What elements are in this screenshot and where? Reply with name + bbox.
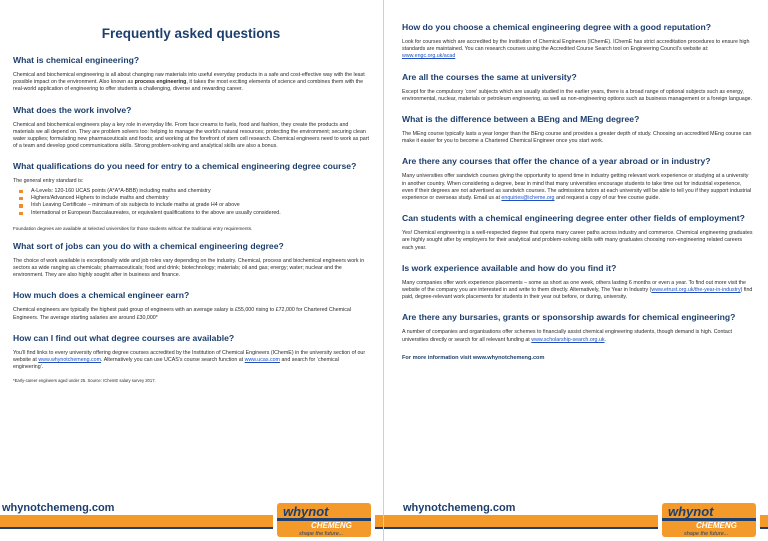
left-content (13, 0, 369, 384)
faq-heading-what-is: What is chemical engineering? (13, 55, 140, 65)
right-page (384, 0, 768, 541)
logo-text-whynot: whynot (668, 504, 714, 519)
list-item: A-Levels: 120-160 UCAS points (A*A*A-BBB) including maths and chemistry (31, 188, 369, 195)
logo-tagline: shape the future... (684, 531, 729, 537)
right-content (402, 22, 754, 361)
faq-heading-earn: How much does a chemical engineer earn? (13, 290, 190, 301)
text-run: Look for courses which are accredited by the Institution of Chemical Engineers (IChemE). IChemE has strict accreditation procedures to ensure high standards are maintained. You can research courses using the Accredited Course Search tool on Engineering Council’s website at: (402, 39, 750, 53)
faq-answer-courses-same: Except for the compulsory ‘core’ subjects which are usually studied in the earlier years, there is a broad range of optional subjects such as energy, environmental, nuclear, materials or petroleum engineering, as well as non-engineering options such as business management or a foreign language. (402, 88, 753, 102)
emphasis-process-engineering: process engineering (134, 79, 187, 86)
logo-tagline: shape the future... (299, 531, 344, 537)
text-run: and request a copy of our free course guide. (554, 195, 660, 202)
enquiries-email-link[interactable]: enquiries@icheme.org (501, 195, 555, 202)
logo-text-chemeng: CHEMENG (311, 521, 352, 530)
text-run: You’ll find links to every university offering degree courses accredited by the Institution of Chemical Engineers (IChemE) in the university section of our website at (13, 349, 366, 364)
faq-heading-jobs: What sort of jobs can you do with a chemical engineering degree? (13, 240, 284, 251)
faq-heading-work-involve: What does the work involve? (13, 104, 132, 115)
whynotchemeng-link[interactable]: www.whynotchemeng.com (38, 357, 102, 364)
faq-heading-year-abroad: Are there any courses that offer the chance of a year abroad or in industry? (402, 156, 711, 167)
faq-answer-what-is (13, 72, 369, 94)
faq-answer-year-abroad (402, 173, 754, 202)
text-run: , it takes the most exciting elements of science and combines them with the real-world application of engineering to offer students a challenging, diverse and rewarding career. (13, 79, 364, 93)
faq-heading-work-experience: Is work experience available and how do you find it? (402, 262, 617, 273)
faq-answer-work-experience (402, 280, 754, 302)
year-in-industry-link[interactable]: www.etrust.org.uk/the-year-in-industry (651, 287, 741, 294)
ucas-link[interactable]: www.ucas.com (244, 357, 280, 364)
text-run: Chemical and biochemical engineering is all about changing raw materials into useful everyday products in a safe and cost-effective way with the least possible impact on the environment. Also known as (13, 72, 365, 86)
foundation-note: Foundation degrees are available at selected universities for those students without the traditional entry requirements. (13, 225, 253, 231)
qualifications-list (31, 188, 369, 217)
faq-answer-reputation (402, 39, 754, 61)
salary-footnote: *Early-career engineers aged under 25. Source: IChemE salary survey 2017. (13, 378, 156, 384)
left-footer (0, 493, 383, 541)
whynotchemeng-logo (658, 497, 760, 541)
faq-heading-other-fields: Can students with a chemical engineering degree enter other fields of employment? (402, 213, 745, 224)
whynotchemeng-logo (273, 497, 375, 541)
faq-heading-qualifications: What qualifications do you need for entry to a chemical engineering degree course? (13, 161, 357, 172)
faq-answer-earn: Chemical engineers are typically the highest paid group of engineers with an average salary is £55,000 rising to £72,000 for Chartered Chemical Engineers. The average starting salaries are around £30,000* (13, 307, 352, 321)
logo-text-chemeng: CHEMENG (696, 521, 737, 530)
faq-heading-bursaries: Are there any bursaries, grants or sponsorship awards for chemical engineering? (402, 312, 736, 323)
right-footer (384, 493, 768, 541)
page-title: Frequently asked questions (101, 26, 281, 41)
more-info-link[interactable]: For more information visit www.whynotchemeng.com (402, 354, 545, 361)
list-item: Irish Leaving Certificate – minimum of six subjects to include maths at grade H4 or above (31, 202, 369, 209)
faq-answer-courses (13, 350, 369, 372)
list-item: International or European Baccalaureates, or equivalent qualifications to the above are usually considered. (31, 210, 369, 217)
faq-heading-courses-same: Are all the courses the same at university? (402, 71, 577, 82)
faq-answer-jobs: The choice of work available is exceptionally wide and job roles vary depending on the industry. Chemical, process and biochemical engineers work in sectors as wide ranging as chemicals; pharmaceuticals; food and drink; biotechnology; materials; oil and gas; energy; water; nuclear and the environment. They are also highly sought after in business and finance. (13, 257, 365, 279)
faq-answer-beng-meng: The MEng course typically lasts a year longer than the BEng course and provides a greater depth of study. Choosing an accredited MEng course can make it easier for you to become a Chartered Chemical Engineer once you start work. (402, 131, 752, 145)
text-run: and search for ‘chemical engineering’. (13, 357, 339, 371)
footer-url: whynotchemeng.com (2, 502, 115, 514)
faq-heading-beng-meng: What is the difference between a BEng and MEng degree? (402, 114, 640, 125)
engc-link[interactable]: www.engc.org.uk/acad (402, 53, 456, 60)
text-run: . (604, 336, 607, 343)
text-run: Many universities offer sandwich courses giving the opportunity to spend time in industry getting relevant work experience or studying at a university in another country. When considering a degree, bear in mind that many universities encourage students to take time out for industrial experience, even if their degrees are not advertised as sandwich courses. The admissions tutors at each university will be able to tell you if they support industrial experience or overseas study. Email us at (402, 173, 752, 202)
qualifications-intro: The general entry standard is: (13, 178, 84, 185)
faq-heading-reputation: How do you choose a chemical engineering degree with a good reputation? (402, 22, 711, 32)
footer-url: whynotchemeng.com (403, 502, 516, 514)
text-run: . Alternatively you can use UCAS’s course search function at (101, 357, 245, 364)
scholarship-search-link[interactable]: www.scholarship-search.org.uk (531, 336, 605, 343)
faq-answer-work-involve: Chemical and biochemical engineers play a key role in everyday life. From face creams to fuels, food and fashion, they create the products and materials we all depend on. They are problem solvers too: helping to manage the world’s natural resources; protecting the environment; securing clean water supplies; formulating new pharmaceuticals and foods; and working at the forefront of stem cell research. Chemical engineers need to work as part of a team and develop good communications skills. Strong problem-solving and analytical skills are also a bonus. (13, 121, 369, 150)
text-run: A number of companies and organisations offer schemes to financially assist chemical engineering students, though demand is high. Contact universities directly or search for all relevant funding at (402, 329, 732, 343)
faq-heading-courses: How can I find out what degree courses are available? (13, 332, 235, 343)
logo-text-whynot: whynot (283, 504, 329, 519)
text-run: Many companies offer work experience placements – some as short as one week, others lasting 6 months or even a year. To find out more visit the website of the company you are interested in and write to them directly. Alternatively, The Year in Industry ( (402, 279, 746, 294)
faq-answer-other-fields: Yes! Chemical engineering is a well-respected degree that opens many career paths across industry and commerce. Chemical engineering graduates are highly sought after by employers for their analytical and problem-solving skills with many graduates choosing non-engineering related careers each year. (402, 230, 753, 251)
list-item: Highers/Advanced Highers to include maths and chemistry (31, 195, 369, 202)
faq-answer-bursaries (402, 329, 754, 343)
text-run: ) find paid, degree-relevant work placements for students in their year out before, or during, university. (402, 287, 753, 301)
